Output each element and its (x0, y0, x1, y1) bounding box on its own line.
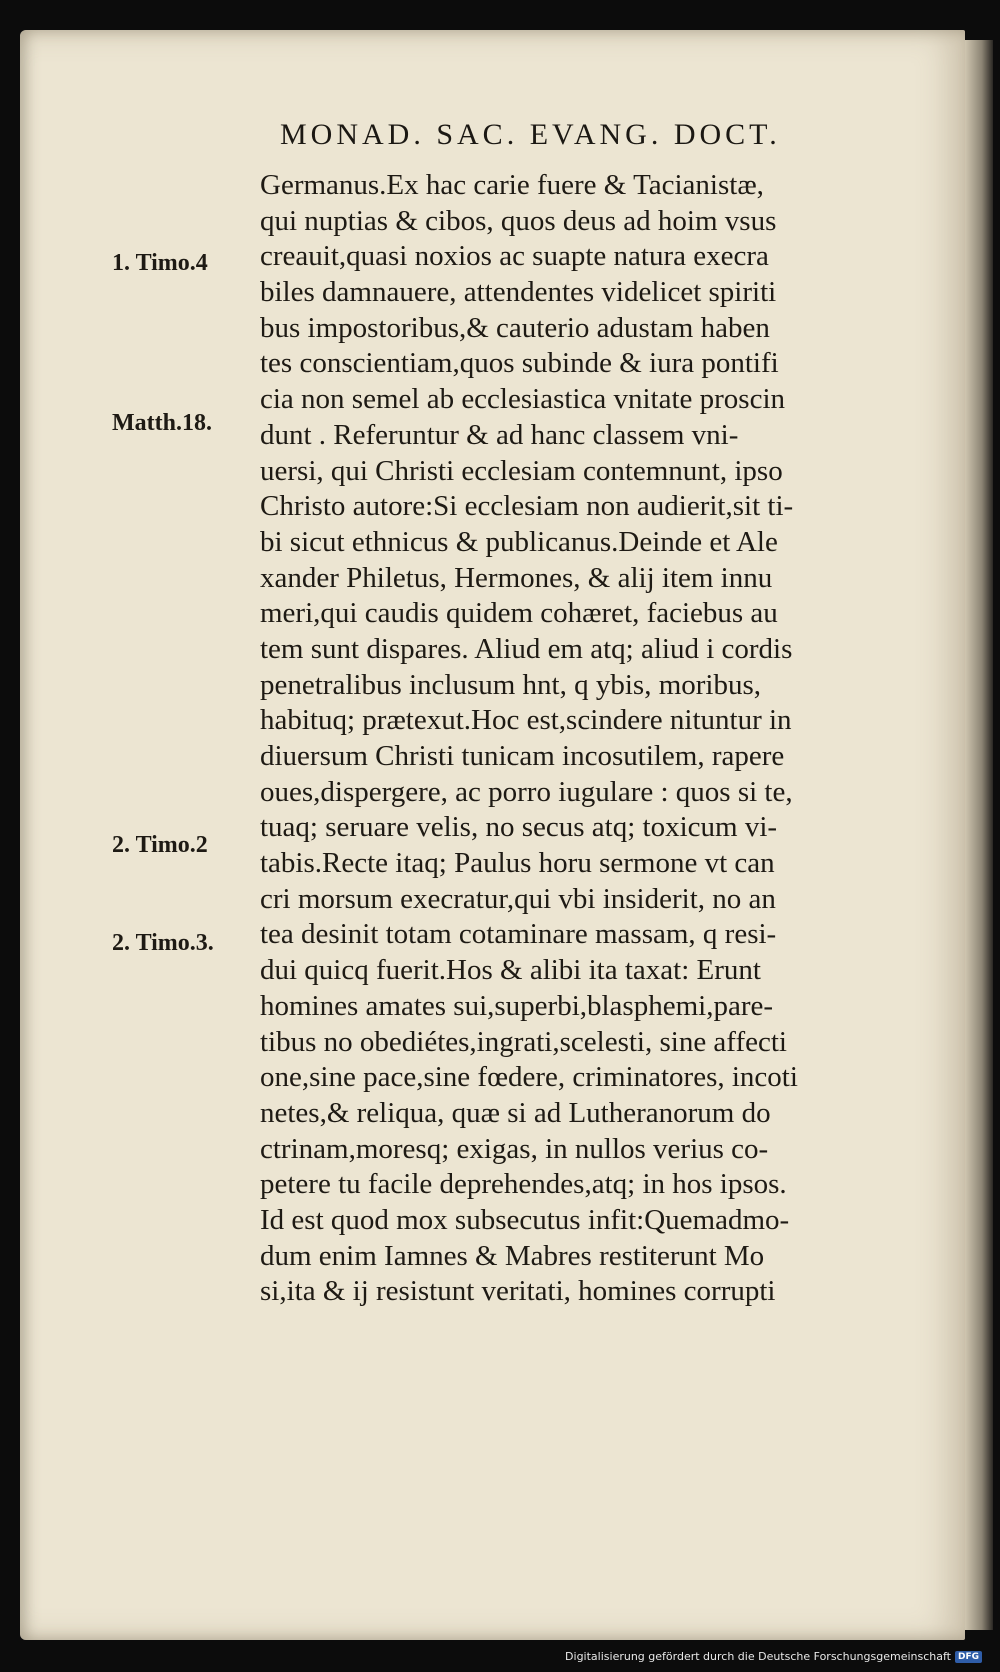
text-line: tes conscientiam,quos subinde & iura pontifi (260, 347, 779, 380)
running-head: MONAD. SAC. EVANG. DOCT. (280, 118, 781, 151)
text-line: uersi, qui Christi ecclesiam contemnunt, ipso (260, 454, 783, 487)
dfg-logo-icon: DFG (955, 1651, 982, 1663)
digitization-credit (565, 1650, 982, 1663)
credit-text: Digitalisierung gefördert durch die Deutsche Forschungsgemeinschaft (565, 1650, 951, 1663)
body-text (260, 168, 950, 1310)
text-line: netes,& reliqua, quæ si ad Lutheranorum do (260, 1096, 771, 1129)
marginal-note-1-timo-4: 1. Timo.4 (112, 250, 208, 276)
text-line: dui quicq fuerit.Hos & alibi ita taxat: Erunt (260, 954, 761, 987)
text-line: qui nuptias & cibos, quos deus ad hoim vsus (260, 204, 777, 237)
marginal-note-2-timo-2: 2. Timo.2 (112, 832, 208, 858)
text-line: tea desinit totam cotaminare massam, q resi- (260, 918, 777, 951)
text-line: oues,dispergere, ac porro iugulare : quos si te, (260, 775, 793, 808)
text-line: penetralibus inclusum hnt, q ybis, moribus, (260, 668, 762, 701)
text-line: xander Philetus, Hermones, & alij item innu (260, 561, 773, 594)
text-line: cri morsum execratur,qui vbi insiderit, no an (260, 882, 776, 915)
text-line: petere tu facile deprehendes,atq; in hos ipsos. (260, 1168, 787, 1201)
text-line: diuersum Christi tunicam incosutilem, rapere (260, 740, 785, 772)
text-line: ctrinam,moresq; exigas, in nullos verius co- (260, 1132, 769, 1165)
text-line: Id est quod mox subsecutus infit:Quemadmo- (260, 1203, 790, 1236)
text-line: tabis.Recte itaq; Paulus horu sermone vt can (260, 847, 775, 880)
text-line: tuaq; seruare velis, no secus atq; toxicum vi- (260, 811, 778, 844)
text-line: tibus no obediétes,ingrati,scelesti, sine affecti (260, 1025, 787, 1058)
text-line: dum enim Iamnes & Mabres restiterunt Mo (260, 1239, 765, 1272)
marginal-note-matth-18: Matth.18. (112, 410, 212, 436)
text-line: Christo autore:Si ecclesiam non audierit,sit ti- (260, 490, 794, 523)
text-line: creauit,quasi noxios ac suapte natura execra (260, 240, 769, 273)
text-line: Germanus.Ex hac carie fuere & Tacianistæ, (260, 169, 764, 201)
text-line: tem sunt dispares. Aliud em atq; aliud i cordis (260, 632, 793, 665)
text-line: bi sicut ethnicus & publicanus.Deinde et Ale (260, 525, 778, 558)
text-line: one,sine pace,sine fœdere, criminatores, incoti (260, 1061, 798, 1094)
text-line: meri,qui caudis quidem cohæret, faciebus au (260, 597, 778, 630)
text-line: habituq; prætexut.Hoc est,scindere nituntur in (260, 704, 792, 737)
text-line: bus impostoribus,& cauterio adustam haben (260, 311, 770, 344)
text-line: biles damnauere, attendentes videlicet spiriti (260, 276, 777, 309)
text-line: dunt . Referuntur & ad hanc classem vni- (260, 418, 739, 451)
page-edge (965, 40, 993, 1630)
text-line: homines amates sui,superbi,blasphemi,pare- (260, 989, 774, 1022)
text-line: si,ita & ij resistunt veritati, homines corrupti (260, 1275, 776, 1308)
marginal-note-2-timo-3: 2. Timo.3. (112, 930, 214, 956)
text-line: cia non semel ab ecclesiastica vnitate proscin (260, 383, 786, 416)
